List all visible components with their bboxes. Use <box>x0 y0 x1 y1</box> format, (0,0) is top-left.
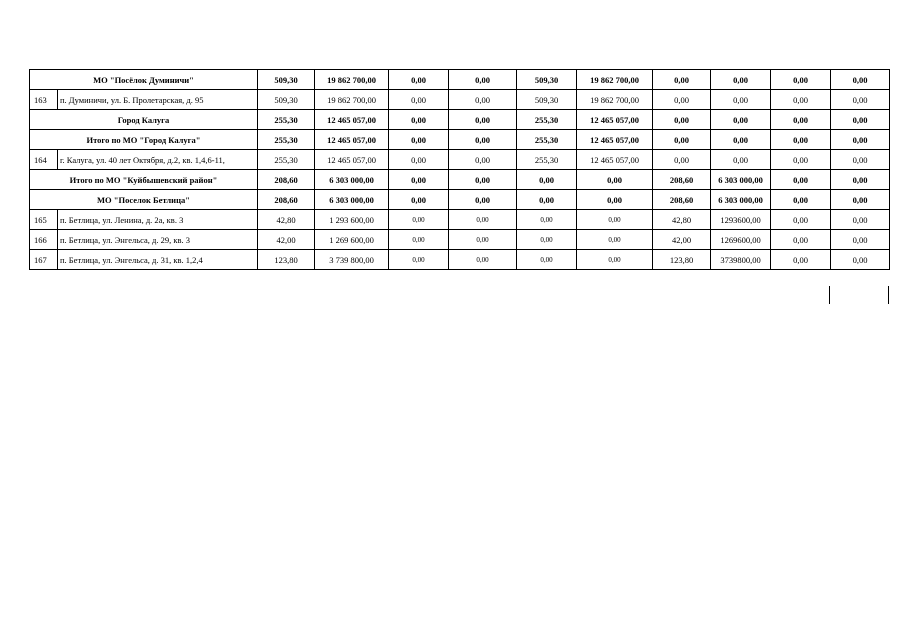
value-cell-10: 0,00 <box>831 210 890 230</box>
value-cell-5: 0,00 <box>517 210 577 230</box>
value-cell-6: 12 465 057,00 <box>577 150 653 170</box>
value-cell-1: 42,80 <box>258 210 315 230</box>
value-cell-7: 42,80 <box>653 210 711 230</box>
value-cell-9: 0,00 <box>771 110 831 130</box>
value-cell-8: 0,00 <box>711 150 771 170</box>
table-continuation-line <box>888 286 889 304</box>
value-cell-5: 255,30 <box>517 110 577 130</box>
value-cell-3: 0,00 <box>389 150 449 170</box>
value-cell-1: 208,60 <box>258 190 315 210</box>
group-label: Итого по МО "Куйбышевский район" <box>30 170 258 190</box>
value-cell-7: 0,00 <box>653 150 711 170</box>
table-row <box>30 90 890 110</box>
group-label: МО "Поселок Бетлица" <box>30 190 258 210</box>
value-cell-9: 0,00 <box>771 130 831 150</box>
table-row <box>30 150 890 170</box>
value-cell-10: 0,00 <box>831 70 890 90</box>
value-cell-2: 19 862 700,00 <box>315 90 389 110</box>
housing-program-table <box>29 69 890 270</box>
value-cell-10: 0,00 <box>831 190 890 210</box>
value-cell-6: 19 862 700,00 <box>577 70 653 90</box>
value-cell-1: 255,30 <box>258 110 315 130</box>
value-cell-3: 0,00 <box>389 230 449 250</box>
value-cell-2: 12 465 057,00 <box>315 110 389 130</box>
value-cell-7: 0,00 <box>653 110 711 130</box>
value-cell-9: 0,00 <box>771 210 831 230</box>
value-cell-3: 0,00 <box>389 110 449 130</box>
value-cell-7: 208,60 <box>653 190 711 210</box>
value-cell-9: 0,00 <box>771 190 831 210</box>
value-cell-4: 0,00 <box>449 130 517 150</box>
value-cell-5: 0,00 <box>517 190 577 210</box>
value-cell-7: 0,00 <box>653 130 711 150</box>
value-cell-4: 0,00 <box>449 170 517 190</box>
value-cell-10: 0,00 <box>831 130 890 150</box>
value-cell-9: 0,00 <box>771 150 831 170</box>
value-cell-4: 0,00 <box>449 250 517 270</box>
value-cell-6: 19 862 700,00 <box>577 90 653 110</box>
value-cell-3: 0,00 <box>389 190 449 210</box>
table-row <box>30 230 890 250</box>
value-cell-10: 0,00 <box>831 110 890 130</box>
address-cell: п. Бетлица, ул. Энгельса, д. 29, кв. 3 <box>58 230 258 250</box>
value-cell-3: 0,00 <box>389 210 449 230</box>
value-cell-2: 3 739 800,00 <box>315 250 389 270</box>
group-label: Город Калуга <box>30 110 258 130</box>
group-label: Итого по МО "Город Калуга" <box>30 130 258 150</box>
row-number: 165 <box>30 210 58 230</box>
group-total-row <box>30 190 890 210</box>
value-cell-5: 0,00 <box>517 230 577 250</box>
value-cell-4: 0,00 <box>449 210 517 230</box>
value-cell-1: 509,30 <box>258 90 315 110</box>
value-cell-9: 0,00 <box>771 170 831 190</box>
address-cell: п. Бетлица, ул. Ленина, д. 2а, кв. 3 <box>58 210 258 230</box>
value-cell-9: 0,00 <box>771 70 831 90</box>
value-cell-2: 19 862 700,00 <box>315 70 389 90</box>
value-cell-2: 12 465 057,00 <box>315 130 389 150</box>
row-number: 166 <box>30 230 58 250</box>
value-cell-2: 6 303 000,00 <box>315 190 389 210</box>
value-cell-5: 255,30 <box>517 130 577 150</box>
value-cell-7: 42,00 <box>653 230 711 250</box>
group-total-row <box>30 110 890 130</box>
value-cell-8: 0,00 <box>711 130 771 150</box>
value-cell-4: 0,00 <box>449 90 517 110</box>
value-cell-4: 0,00 <box>449 190 517 210</box>
value-cell-6: 0,00 <box>577 170 653 190</box>
value-cell-10: 0,00 <box>831 250 890 270</box>
value-cell-6: 0,00 <box>577 250 653 270</box>
group-total-row <box>30 130 890 150</box>
value-cell-6: 0,00 <box>577 210 653 230</box>
group-label: МО "Посёлок Думиничи" <box>30 70 258 90</box>
value-cell-2: 12 465 057,00 <box>315 150 389 170</box>
value-cell-6: 0,00 <box>577 230 653 250</box>
value-cell-7: 208,60 <box>653 170 711 190</box>
value-cell-2: 1 293 600,00 <box>315 210 389 230</box>
value-cell-7: 0,00 <box>653 90 711 110</box>
value-cell-9: 0,00 <box>771 90 831 110</box>
value-cell-3: 0,00 <box>389 250 449 270</box>
group-total-row <box>30 170 890 190</box>
value-cell-10: 0,00 <box>831 150 890 170</box>
value-cell-1: 255,30 <box>258 130 315 150</box>
value-cell-4: 0,00 <box>449 110 517 130</box>
value-cell-6: 0,00 <box>577 190 653 210</box>
group-total-row <box>30 70 890 90</box>
value-cell-7: 123,80 <box>653 250 711 270</box>
value-cell-1: 255,30 <box>258 150 315 170</box>
value-cell-5: 0,00 <box>517 170 577 190</box>
value-cell-4: 0,00 <box>449 70 517 90</box>
address-cell: п. Думиничи, ул. Б. Пролетарская, д. 95 <box>58 90 258 110</box>
value-cell-7: 0,00 <box>653 70 711 90</box>
value-cell-8: 0,00 <box>711 110 771 130</box>
value-cell-8: 1293600,00 <box>711 210 771 230</box>
value-cell-6: 12 465 057,00 <box>577 110 653 130</box>
address-cell: п. Бетлица, ул. Энгельса, д. 31, кв. 1,2,4 <box>58 250 258 270</box>
value-cell-6: 12 465 057,00 <box>577 130 653 150</box>
row-number: 164 <box>30 150 58 170</box>
value-cell-2: 6 303 000,00 <box>315 170 389 190</box>
value-cell-9: 0,00 <box>771 230 831 250</box>
value-cell-9: 0,00 <box>771 250 831 270</box>
value-cell-3: 0,00 <box>389 130 449 150</box>
value-cell-3: 0,00 <box>389 90 449 110</box>
row-number: 163 <box>30 90 58 110</box>
value-cell-3: 0,00 <box>389 70 449 90</box>
value-cell-5: 255,30 <box>517 150 577 170</box>
value-cell-4: 0,00 <box>449 150 517 170</box>
value-cell-10: 0,00 <box>831 170 890 190</box>
value-cell-5: 509,30 <box>517 90 577 110</box>
value-cell-8: 3739800,00 <box>711 250 771 270</box>
value-cell-10: 0,00 <box>831 90 890 110</box>
table-row <box>30 250 890 270</box>
row-number: 167 <box>30 250 58 270</box>
value-cell-5: 0,00 <box>517 250 577 270</box>
value-cell-8: 6 303 000,00 <box>711 190 771 210</box>
value-cell-4: 0,00 <box>449 230 517 250</box>
value-cell-8: 0,00 <box>711 70 771 90</box>
value-cell-1: 42,00 <box>258 230 315 250</box>
value-cell-3: 0,00 <box>389 170 449 190</box>
value-cell-5: 509,30 <box>517 70 577 90</box>
table-row <box>30 210 890 230</box>
value-cell-10: 0,00 <box>831 230 890 250</box>
value-cell-1: 509,30 <box>258 70 315 90</box>
value-cell-1: 208,60 <box>258 170 315 190</box>
value-cell-8: 0,00 <box>711 90 771 110</box>
value-cell-8: 6 303 000,00 <box>711 170 771 190</box>
address-cell: г. Калуга, ул. 40 лет Октября, д.2, кв. 1,4,6-11, <box>58 150 258 170</box>
table-continuation-line <box>829 286 830 304</box>
value-cell-1: 123,80 <box>258 250 315 270</box>
value-cell-8: 1269600,00 <box>711 230 771 250</box>
value-cell-2: 1 269 600,00 <box>315 230 389 250</box>
